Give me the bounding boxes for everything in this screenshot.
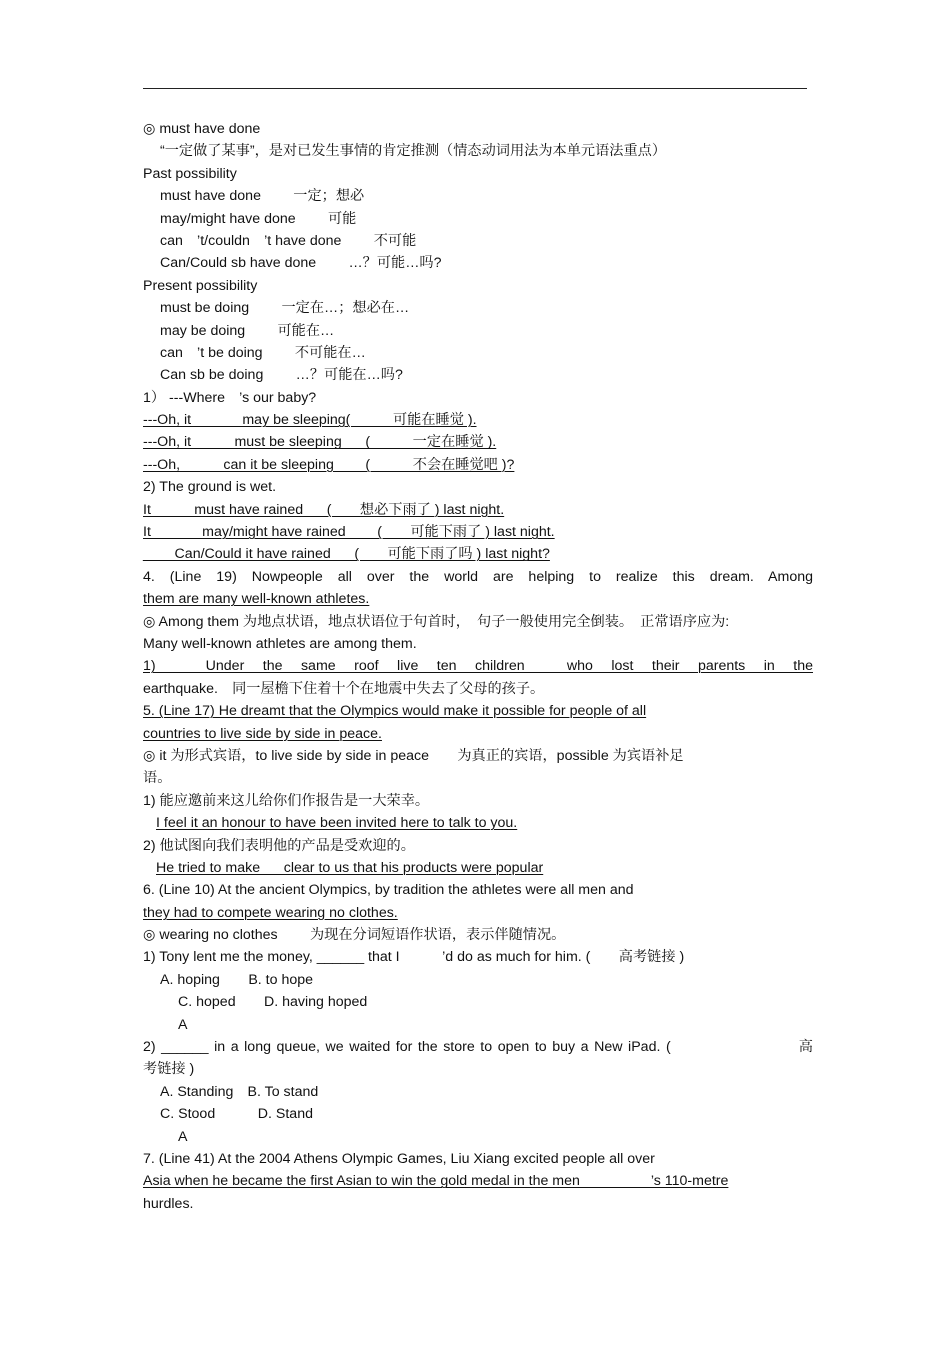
exercise-line: He tried to make __ clear to us that his products were popular: [156, 859, 544, 876]
note-line: ◎ it 为形式宾语，to live side by side in peace 为真正的宾语，possible 为宾语补足: [143, 747, 684, 764]
heading-past-possibility: Past possibility: [143, 165, 237, 182]
section-4-line: them are many well-known athletes.: [143, 591, 370, 608]
note-line: ◎ wearing no clothes 为现在分词短语作状语，表示伴随情况。: [143, 927, 566, 944]
heading-present-possibility: Present possibility: [143, 277, 258, 294]
section-5-line: 5. (Line 17) He dreamt that the Olympics would make it possible for people of all: [143, 703, 647, 720]
note-line: “一定做了某事”，是对已发生事情的肯定推测（情态动词用法为本单元语法重点）: [160, 143, 667, 160]
exercise-line: ---Oh, it _____must be sleeping___( 一定在睡觉 ).: [143, 434, 497, 451]
list-item: Can/Could sb have done …？可能…吗?: [160, 255, 442, 272]
note-line: ◎ Among them 为地点状语，地点状语位于句首时， 句子一般使用完全倒装。 正常语序应为:: [143, 613, 730, 630]
exercise-line: ---Oh, _____can it be sleeping____( 不会在睡觉吧 )?: [143, 456, 515, 473]
answer-key: A: [178, 1128, 188, 1145]
exercise-line: 1) 能应邀前来这儿给你们作报告是一大荣幸。: [143, 792, 430, 809]
exercise-line: 考链接 ): [143, 1061, 195, 1078]
exercise-line: ____Can/Could it have rained___( 可能下雨了吗 ) last night?: [143, 546, 550, 563]
answer-options: C. Stood D. Stand: [160, 1106, 313, 1123]
exercise-line: earthquake. 同一屋檐下住着十个在地震中失去了父母的孩子。: [143, 680, 545, 697]
header-rule: [143, 88, 807, 89]
section-7-line: Asia when he became the first Asian to win the gold medal in the men ’s 110-metre: [143, 1173, 729, 1190]
list-item: Can sb be doing …？可能在…吗?: [160, 367, 403, 384]
section-6-line: they had to compete wearing no clothes.: [143, 904, 398, 921]
note-line: 语。: [143, 770, 172, 787]
section-6-line: 6. (Line 10) At the ancient Olympics, by tradition the athletes were all men and: [143, 882, 634, 899]
list-item: may be doing 可能在…: [160, 322, 335, 339]
answer-options: A. Standing B. To stand: [160, 1083, 319, 1100]
list-item: must be doing 一定在…；想必在…: [160, 300, 410, 317]
section-7-line: 7. (Line 41) At the 2004 Athens Olympic Games, Liu Xiang excited people all over: [143, 1150, 655, 1167]
heading-must-have-done: ◎ must have done: [143, 121, 261, 137]
exercise-line: 1) ____Under the same roof live ten children___ who lost their parents in the: [143, 658, 813, 675]
list-item: can ’t/couldn ’t have done 不可能: [160, 232, 417, 249]
exercise-line: It ______may/might have rained____( 可能下雨了 ) last night.: [143, 524, 555, 541]
note-line: Many well-known athletes are among them.: [143, 635, 417, 652]
list-item: must have done 一定；想必: [160, 188, 365, 205]
exercise-line: 1) Tony lent me the money, ______ that I ’d do as much for him. ( 高考链接 ): [143, 949, 685, 966]
document-body: [143, 118, 813, 1215]
exercise-line: ---Oh, it ______may be sleeping( 可能在睡觉 ).: [143, 412, 477, 429]
exercise-line: 2) The ground is wet.: [143, 479, 277, 496]
exercise-line: It _____must have rained___( 想必下雨了 ) last night.: [143, 501, 505, 518]
section-5-line: countries to live side by side in peace.: [143, 725, 382, 742]
exercise-line: 1） ---Where ’s our baby?: [143, 389, 317, 406]
section-4-line: 4. (Line 19) Nowpeople all over the world are helping to realize this dream. Among: [143, 568, 813, 585]
exercise-line: 2) 他试图向我们表明他的产品是受欢迎的。: [143, 837, 415, 854]
answer-options: C. hoped D. having hoped: [178, 994, 368, 1011]
answer-options: A. hoping B. to hope: [160, 971, 314, 988]
section-7-line: hurdles.: [143, 1195, 194, 1212]
exercise-line: I feel it an honour to have been invited here to talk to you.: [156, 815, 518, 832]
list-item: can ’t be doing 不可能在…: [160, 344, 366, 361]
answer-key: A: [178, 1016, 188, 1033]
list-item: may/might have done 可能: [160, 210, 357, 227]
exercise-line: 2) ______ in a long queue, we waited for the store to open to buy a New iPad. ( 高: [143, 1039, 813, 1056]
